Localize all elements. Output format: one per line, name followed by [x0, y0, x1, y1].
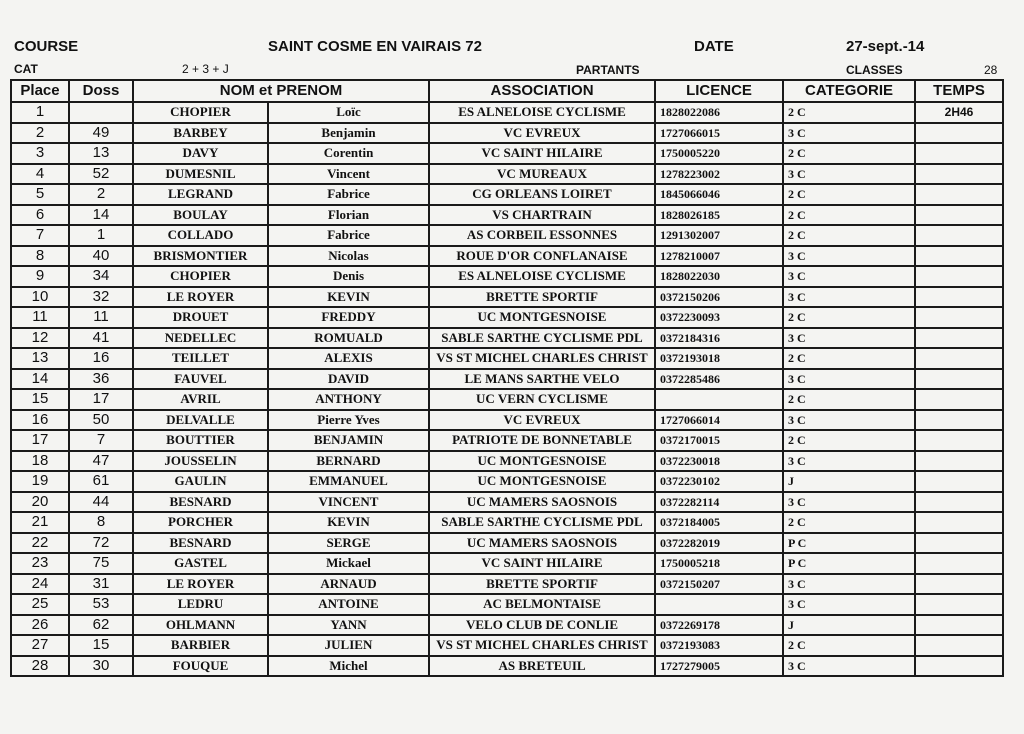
cell-categorie: 3 C	[783, 123, 915, 144]
cell-nom: LE ROYER	[133, 287, 268, 308]
cell-association: UC MONTGESNOISE	[429, 307, 655, 328]
cell-temps	[915, 553, 1003, 574]
cell-association: LE MANS SARTHE VELO	[429, 369, 655, 390]
cell-temps	[915, 492, 1003, 513]
cell-nom: BOULAY	[133, 205, 268, 226]
cell-doss: 11	[69, 307, 133, 328]
cell-nom: BESNARD	[133, 492, 268, 513]
cell-licence: 1727066015	[655, 123, 783, 144]
cell-prenom: VINCENT	[268, 492, 429, 513]
cell-doss: 50	[69, 410, 133, 431]
table-row	[11, 615, 1003, 636]
cell-nom: LEGRAND	[133, 184, 268, 205]
col-temps: TEMPS	[915, 80, 1003, 102]
col-doss: Doss	[69, 80, 133, 102]
cell-nom: DAVY	[133, 143, 268, 164]
col-licence: LICENCE	[655, 80, 783, 102]
cell-association: VS CHARTRAIN	[429, 205, 655, 226]
cell-doss: 62	[69, 615, 133, 636]
cell-place: 11	[11, 307, 69, 328]
cell-place: 16	[11, 410, 69, 431]
cell-licence: 0372150206	[655, 287, 783, 308]
table-row	[11, 184, 1003, 205]
cell-prenom: Michel	[268, 656, 429, 677]
cell-temps: 2H46	[915, 102, 1003, 123]
table-row	[11, 492, 1003, 513]
cell-prenom: BENJAMIN	[268, 430, 429, 451]
cell-doss: 61	[69, 471, 133, 492]
cell-temps	[915, 430, 1003, 451]
cell-categorie: 3 C	[783, 492, 915, 513]
cell-doss: 1	[69, 225, 133, 246]
cell-licence: 0372230093	[655, 307, 783, 328]
cell-place: 28	[11, 656, 69, 677]
cell-licence: 0372282114	[655, 492, 783, 513]
header-row	[11, 80, 1003, 102]
cell-nom: DUMESNIL	[133, 164, 268, 185]
cell-categorie: 2 C	[783, 635, 915, 656]
cell-temps	[915, 451, 1003, 472]
cell-association: UC MAMERS SAOSNOIS	[429, 533, 655, 554]
cell-categorie: 2 C	[783, 430, 915, 451]
cat-value: 2 + 3 + J	[182, 62, 229, 76]
table-row	[11, 553, 1003, 574]
cell-temps	[915, 635, 1003, 656]
cell-licence: 0372184316	[655, 328, 783, 349]
cell-place: 1	[11, 102, 69, 123]
table-row	[11, 410, 1003, 431]
cell-temps	[915, 594, 1003, 615]
table-row	[11, 287, 1003, 308]
cell-categorie: 3 C	[783, 574, 915, 595]
table-row	[11, 164, 1003, 185]
partants-label: PARTANTS	[576, 63, 640, 77]
cell-temps	[915, 123, 1003, 144]
cell-licence	[655, 389, 783, 410]
cell-categorie: 2 C	[783, 143, 915, 164]
cell-licence: 1727066014	[655, 410, 783, 431]
cell-association: UC VERN CYCLISME	[429, 389, 655, 410]
course-label: COURSE	[14, 38, 79, 55]
cell-categorie: 3 C	[783, 266, 915, 287]
cell-nom: BRISMONTIER	[133, 246, 268, 267]
cell-prenom: EMMANUEL	[268, 471, 429, 492]
cell-categorie: P C	[783, 553, 915, 574]
cell-licence: 0372184005	[655, 512, 783, 533]
cell-categorie: 2 C	[783, 225, 915, 246]
cell-place: 22	[11, 533, 69, 554]
table-row	[11, 102, 1003, 123]
cell-association: ES ALNELOISE CYCLISME	[429, 266, 655, 287]
cell-nom: BARBEY	[133, 123, 268, 144]
cell-temps	[915, 184, 1003, 205]
table-row	[11, 451, 1003, 472]
cell-temps	[915, 266, 1003, 287]
cell-licence: 0372269178	[655, 615, 783, 636]
cell-nom: CHOPIER	[133, 266, 268, 287]
col-association: ASSOCIATION	[429, 80, 655, 102]
cell-doss	[69, 102, 133, 123]
cell-temps	[915, 328, 1003, 349]
cell-categorie: 3 C	[783, 287, 915, 308]
table-row	[11, 594, 1003, 615]
cell-nom: BOUTTIER	[133, 430, 268, 451]
cell-place: 23	[11, 553, 69, 574]
cell-licence: 1750005218	[655, 553, 783, 574]
cell-categorie: 3 C	[783, 246, 915, 267]
cell-place: 14	[11, 369, 69, 390]
cell-place: 3	[11, 143, 69, 164]
cell-prenom: KEVIN	[268, 512, 429, 533]
cell-place: 17	[11, 430, 69, 451]
cell-nom: AVRIL	[133, 389, 268, 410]
cell-nom: DELVALLE	[133, 410, 268, 431]
cell-association: BRETTE SPORTIF	[429, 574, 655, 595]
table-row	[11, 266, 1003, 287]
cell-licence: 1845066046	[655, 184, 783, 205]
table-row	[11, 471, 1003, 492]
cell-nom: NEDELLEC	[133, 328, 268, 349]
cell-prenom: Fabrice	[268, 184, 429, 205]
col-categorie: CATEGORIE	[783, 80, 915, 102]
cell-doss: 40	[69, 246, 133, 267]
cell-doss: 30	[69, 656, 133, 677]
classes-label: CLASSES	[846, 63, 903, 77]
cell-categorie: P C	[783, 533, 915, 554]
cell-prenom: ARNAUD	[268, 574, 429, 595]
cell-nom: TEILLET	[133, 348, 268, 369]
cell-licence: 0372150207	[655, 574, 783, 595]
cell-temps	[915, 307, 1003, 328]
table-row	[11, 512, 1003, 533]
cell-doss: 49	[69, 123, 133, 144]
cell-prenom: Florian	[268, 205, 429, 226]
cell-place: 21	[11, 512, 69, 533]
cell-doss: 32	[69, 287, 133, 308]
cell-temps	[915, 164, 1003, 185]
cell-temps	[915, 512, 1003, 533]
results-table	[10, 79, 1004, 677]
cell-licence: 0372285486	[655, 369, 783, 390]
cell-association: VC SAINT HILAIRE	[429, 553, 655, 574]
cell-temps	[915, 246, 1003, 267]
cell-categorie: 2 C	[783, 184, 915, 205]
cell-place: 13	[11, 348, 69, 369]
cell-place: 20	[11, 492, 69, 513]
cell-place: 19	[11, 471, 69, 492]
cell-temps	[915, 287, 1003, 308]
cell-prenom: SERGE	[268, 533, 429, 554]
table-row	[11, 143, 1003, 164]
cell-prenom: Loïc	[268, 102, 429, 123]
race-name: SAINT COSME EN VAIRAIS 72	[268, 38, 482, 55]
cell-place: 24	[11, 574, 69, 595]
cell-doss: 34	[69, 266, 133, 287]
table-row	[11, 328, 1003, 349]
cell-place: 2	[11, 123, 69, 144]
cell-licence: 0372193018	[655, 348, 783, 369]
cell-temps	[915, 143, 1003, 164]
cell-categorie: 2 C	[783, 307, 915, 328]
cell-categorie: J	[783, 471, 915, 492]
cell-place: 9	[11, 266, 69, 287]
cell-association: VC EVREUX	[429, 410, 655, 431]
cell-prenom: ANTOINE	[268, 594, 429, 615]
cell-prenom: Corentin	[268, 143, 429, 164]
cell-prenom: Pierre Yves	[268, 410, 429, 431]
cell-prenom: Benjamin	[268, 123, 429, 144]
cell-prenom: BERNARD	[268, 451, 429, 472]
table-row	[11, 656, 1003, 677]
cell-nom: COLLADO	[133, 225, 268, 246]
cell-licence: 0372230018	[655, 451, 783, 472]
cell-licence: 1828026185	[655, 205, 783, 226]
table-row	[11, 430, 1003, 451]
cell-nom: BARBIER	[133, 635, 268, 656]
cell-nom: GAULIN	[133, 471, 268, 492]
table-row	[11, 246, 1003, 267]
cell-categorie: 3 C	[783, 410, 915, 431]
col-nom-prenom: NOM et PRENOM	[133, 80, 429, 102]
cell-doss: 13	[69, 143, 133, 164]
cell-prenom: Nicolas	[268, 246, 429, 267]
cell-doss: 41	[69, 328, 133, 349]
cell-categorie: 3 C	[783, 656, 915, 677]
cell-licence	[655, 594, 783, 615]
cell-doss: 14	[69, 205, 133, 226]
cell-association: UC MONTGESNOISE	[429, 471, 655, 492]
cell-doss: 16	[69, 348, 133, 369]
cell-prenom: Vincent	[268, 164, 429, 185]
cell-nom: GASTEL	[133, 553, 268, 574]
cell-licence: 1750005220	[655, 143, 783, 164]
cell-prenom: ROMUALD	[268, 328, 429, 349]
cell-nom: CHOPIER	[133, 102, 268, 123]
cell-nom: BESNARD	[133, 533, 268, 554]
table-row	[11, 205, 1003, 226]
cell-place: 26	[11, 615, 69, 636]
date-label: DATE	[694, 38, 734, 55]
cell-place: 6	[11, 205, 69, 226]
cell-association: VELO CLUB DE CONLIE	[429, 615, 655, 636]
cell-nom: OHLMANN	[133, 615, 268, 636]
cell-categorie: 3 C	[783, 369, 915, 390]
cell-association: VS ST MICHEL CHARLES CHRIST	[429, 348, 655, 369]
cell-association: BRETTE SPORTIF	[429, 287, 655, 308]
cell-temps	[915, 410, 1003, 431]
classes-value: 28	[984, 63, 998, 77]
cell-doss: 2	[69, 184, 133, 205]
table-row	[11, 574, 1003, 595]
cell-licence: 1828022086	[655, 102, 783, 123]
date-value: 27-sept.-14	[846, 38, 925, 55]
cell-association: VS ST MICHEL CHARLES CHRIST	[429, 635, 655, 656]
cell-categorie: 2 C	[783, 389, 915, 410]
cell-association: AS BRETEUIL	[429, 656, 655, 677]
cell-prenom: JULIEN	[268, 635, 429, 656]
cell-association: VC SAINT HILAIRE	[429, 143, 655, 164]
cell-prenom: KEVIN	[268, 287, 429, 308]
cell-association: AC BELMONTAISE	[429, 594, 655, 615]
cell-doss: 44	[69, 492, 133, 513]
cell-prenom: Denis	[268, 266, 429, 287]
cell-categorie: 3 C	[783, 164, 915, 185]
cell-temps	[915, 205, 1003, 226]
cell-doss: 31	[69, 574, 133, 595]
cell-association: PATRIOTE DE BONNETABLE	[429, 430, 655, 451]
cell-temps	[915, 574, 1003, 595]
table-row	[11, 369, 1003, 390]
cell-doss: 17	[69, 389, 133, 410]
cell-place: 18	[11, 451, 69, 472]
table-row	[11, 225, 1003, 246]
cell-nom: FOUQUE	[133, 656, 268, 677]
cell-licence: 0372230102	[655, 471, 783, 492]
cell-licence: 0372170015	[655, 430, 783, 451]
cell-place: 8	[11, 246, 69, 267]
cell-temps	[915, 225, 1003, 246]
cell-prenom: ALEXIS	[268, 348, 429, 369]
cell-association: VC EVREUX	[429, 123, 655, 144]
cell-temps	[915, 389, 1003, 410]
cell-temps	[915, 615, 1003, 636]
cell-temps	[915, 369, 1003, 390]
cell-doss: 36	[69, 369, 133, 390]
cell-association: ROUE D'OR CONFLANAISE	[429, 246, 655, 267]
cell-licence: 1727279005	[655, 656, 783, 677]
cell-temps	[915, 533, 1003, 554]
table-row	[11, 635, 1003, 656]
cell-categorie: J	[783, 615, 915, 636]
cell-nom: DROUET	[133, 307, 268, 328]
cell-nom: LE ROYER	[133, 574, 268, 595]
table-row	[11, 348, 1003, 369]
cell-doss: 72	[69, 533, 133, 554]
cell-categorie: 3 C	[783, 451, 915, 472]
cell-doss: 53	[69, 594, 133, 615]
cat-label: CAT	[14, 62, 38, 76]
cell-doss: 7	[69, 430, 133, 451]
cell-temps	[915, 471, 1003, 492]
cell-prenom: Fabrice	[268, 225, 429, 246]
cell-place: 25	[11, 594, 69, 615]
cell-place: 5	[11, 184, 69, 205]
cell-place: 15	[11, 389, 69, 410]
col-place: Place	[11, 80, 69, 102]
cell-categorie: 2 C	[783, 348, 915, 369]
cell-nom: JOUSSELIN	[133, 451, 268, 472]
cell-doss: 8	[69, 512, 133, 533]
cell-place: 7	[11, 225, 69, 246]
cell-categorie: 2 C	[783, 102, 915, 123]
cell-categorie: 2 C	[783, 512, 915, 533]
cell-doss: 75	[69, 553, 133, 574]
cell-association: CG ORLEANS LOIRET	[429, 184, 655, 205]
cell-association: VC MUREAUX	[429, 164, 655, 185]
cell-prenom: YANN	[268, 615, 429, 636]
cell-prenom: FREDDY	[268, 307, 429, 328]
cell-temps	[915, 348, 1003, 369]
cell-prenom: Mickael	[268, 553, 429, 574]
cell-place: 12	[11, 328, 69, 349]
cell-doss: 47	[69, 451, 133, 472]
table-row	[11, 307, 1003, 328]
table-row	[11, 389, 1003, 410]
cell-association: SABLE SARTHE CYCLISME PDL	[429, 328, 655, 349]
cell-licence: 0372282019	[655, 533, 783, 554]
cell-nom: LEDRU	[133, 594, 268, 615]
table-row	[11, 123, 1003, 144]
cell-nom: FAUVEL	[133, 369, 268, 390]
cell-prenom: ANTHONY	[268, 389, 429, 410]
table-row	[11, 533, 1003, 554]
cell-categorie: 2 C	[783, 205, 915, 226]
cell-licence: 1278210007	[655, 246, 783, 267]
cell-nom: PORCHER	[133, 512, 268, 533]
cell-licence: 1291302007	[655, 225, 783, 246]
cell-temps	[915, 656, 1003, 677]
cell-licence: 1828022030	[655, 266, 783, 287]
cell-licence: 1278223002	[655, 164, 783, 185]
cell-prenom: DAVID	[268, 369, 429, 390]
cell-doss: 15	[69, 635, 133, 656]
cell-doss: 52	[69, 164, 133, 185]
cell-categorie: 3 C	[783, 594, 915, 615]
cell-categorie: 3 C	[783, 328, 915, 349]
cell-licence: 0372193083	[655, 635, 783, 656]
cell-place: 27	[11, 635, 69, 656]
cell-place: 10	[11, 287, 69, 308]
cell-association: SABLE SARTHE CYCLISME PDL	[429, 512, 655, 533]
cell-association: UC MONTGESNOISE	[429, 451, 655, 472]
cell-place: 4	[11, 164, 69, 185]
cell-association: UC MAMERS SAOSNOIS	[429, 492, 655, 513]
cell-association: ES ALNELOISE CYCLISME	[429, 102, 655, 123]
cell-association: AS CORBEIL ESSONNES	[429, 225, 655, 246]
